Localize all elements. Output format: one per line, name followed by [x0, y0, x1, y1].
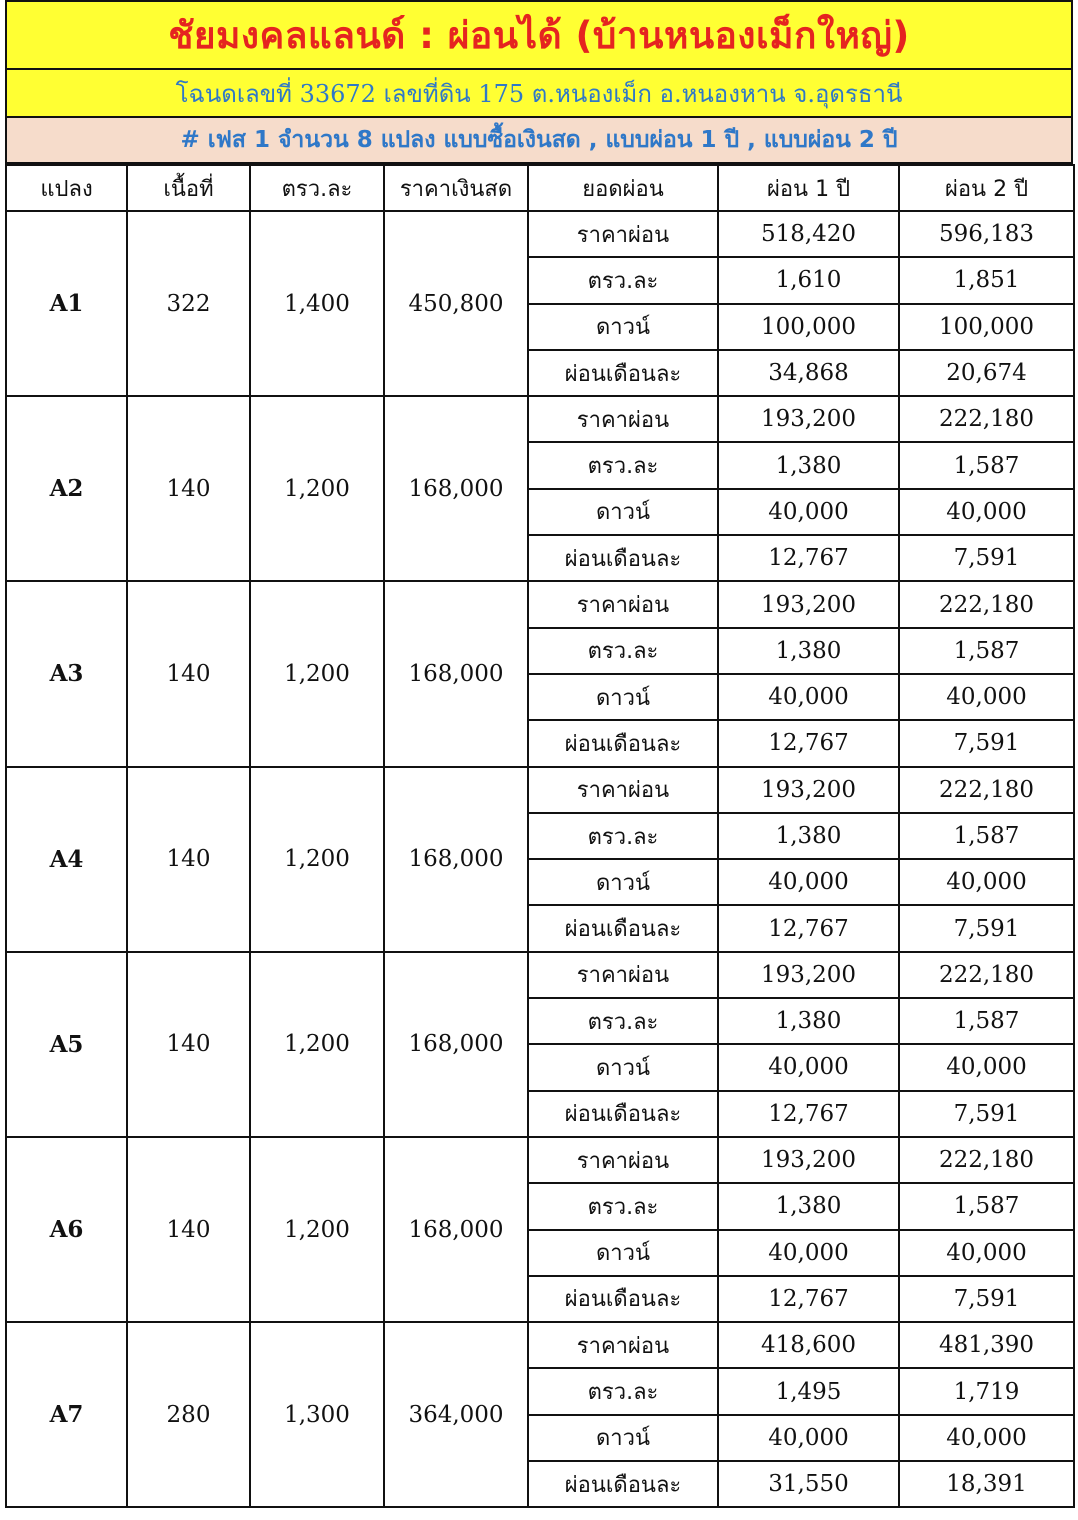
- header-area: เนื้อที่: [127, 165, 250, 211]
- installment-label-cell: ดาวน์: [528, 1415, 718, 1461]
- installment-label-cell: ดาวน์: [528, 674, 718, 720]
- two-year-cell: 40,000: [899, 674, 1074, 720]
- two-year-cell: 1,587: [899, 998, 1074, 1044]
- installment-label-cell: ผ่อนเดือนละ: [528, 905, 718, 951]
- two-year-cell: 1,587: [899, 442, 1074, 488]
- plot-cell: A6: [6, 1137, 127, 1322]
- one-year-cell: 193,200: [718, 581, 899, 627]
- cash-price-cell: 168,000: [384, 581, 528, 766]
- one-year-cell: 12,767: [718, 905, 899, 951]
- installment-label-cell: ผ่อนเดือนละ: [528, 350, 718, 396]
- installment-label-cell: ผ่อนเดือนละ: [528, 1091, 718, 1137]
- installment-label-cell: ราคาผ่อน: [528, 581, 718, 627]
- two-year-cell: 40,000: [899, 1044, 1074, 1090]
- one-year-cell: 518,420: [718, 211, 899, 257]
- cash-price-cell: 168,000: [384, 1137, 528, 1322]
- installment-label-cell: ตรว.ละ: [528, 813, 718, 859]
- table-row: [6, 767, 1074, 813]
- installment-label-cell: ดาวน์: [528, 489, 718, 535]
- table-body: [6, 211, 1074, 1507]
- table-row: [6, 581, 1074, 627]
- one-year-cell: 193,200: [718, 396, 899, 442]
- area-cell: 140: [127, 952, 250, 1137]
- header-cash-price: ราคาเงินสด: [384, 165, 528, 211]
- installment-label-cell: ราคาผ่อน: [528, 396, 718, 442]
- header-plot: แปลง: [6, 165, 127, 211]
- deed-info: โฉนดเลขที่ 33672 เลขที่ดิน 175 ต.หนองเม็ก อ.หนองหาน จ.อุดรธานี: [5, 70, 1073, 118]
- one-year-cell: 1,380: [718, 628, 899, 674]
- installment-label-cell: ผ่อนเดือนละ: [528, 720, 718, 766]
- price-per-sqw-cell: 1,300: [250, 1322, 384, 1507]
- one-year-cell: 12,767: [718, 1091, 899, 1137]
- one-year-cell: 1,495: [718, 1368, 899, 1414]
- price-per-sqw-cell: 1,200: [250, 396, 384, 581]
- one-year-cell: 40,000: [718, 1415, 899, 1461]
- area-cell: 140: [127, 767, 250, 952]
- table-row: [6, 396, 1074, 442]
- one-year-cell: 100,000: [718, 304, 899, 350]
- one-year-cell: 1,380: [718, 1183, 899, 1229]
- installment-label-cell: ตรว.ละ: [528, 998, 718, 1044]
- installment-label-cell: ดาวน์: [528, 1044, 718, 1090]
- two-year-cell: 1,587: [899, 1183, 1074, 1229]
- cash-price-cell: 450,800: [384, 211, 528, 396]
- installment-label-cell: ผ่อนเดือนละ: [528, 535, 718, 581]
- phase-info: # เฟส 1 จำนวน 8 แปลง แบบซื้อเงินสด , แบบผ่อน 1 ปี , แบบผ่อน 2 ปี: [5, 118, 1073, 164]
- price-per-sqw-cell: 1,200: [250, 581, 384, 766]
- area-cell: 280: [127, 1322, 250, 1507]
- cash-price-cell: 168,000: [384, 952, 528, 1137]
- one-year-cell: 193,200: [718, 952, 899, 998]
- installment-label-cell: ราคาผ่อน: [528, 767, 718, 813]
- one-year-cell: 40,000: [718, 674, 899, 720]
- table-row: [6, 1322, 1074, 1368]
- price-sheet: [5, 0, 1073, 1508]
- two-year-cell: 40,000: [899, 859, 1074, 905]
- price-per-sqw-cell: 1,400: [250, 211, 384, 396]
- area-cell: 140: [127, 581, 250, 766]
- one-year-cell: 1,380: [718, 442, 899, 488]
- cash-price-cell: 364,000: [384, 1322, 528, 1507]
- two-year-cell: 222,180: [899, 767, 1074, 813]
- two-year-cell: 1,851: [899, 257, 1074, 303]
- two-year-cell: 20,674: [899, 350, 1074, 396]
- two-year-cell: 18,391: [899, 1461, 1074, 1507]
- one-year-cell: 40,000: [718, 859, 899, 905]
- one-year-cell: 1,610: [718, 257, 899, 303]
- two-year-cell: 1,587: [899, 628, 1074, 674]
- price-per-sqw-cell: 1,200: [250, 952, 384, 1137]
- one-year-cell: 34,868: [718, 350, 899, 396]
- installment-label-cell: ตรว.ละ: [528, 257, 718, 303]
- one-year-cell: 40,000: [718, 1230, 899, 1276]
- table-row: [6, 1137, 1074, 1183]
- two-year-cell: 1,719: [899, 1368, 1074, 1414]
- header-two-year: ผ่อน 2 ปี: [899, 165, 1074, 211]
- one-year-cell: 40,000: [718, 1044, 899, 1090]
- plot-cell: A3: [6, 581, 127, 766]
- header-installment-item: ยอดผ่อน: [528, 165, 718, 211]
- plot-cell: A7: [6, 1322, 127, 1507]
- one-year-cell: 193,200: [718, 1137, 899, 1183]
- installment-label-cell: ตรว.ละ: [528, 628, 718, 674]
- one-year-cell: 40,000: [718, 489, 899, 535]
- installment-label-cell: ราคาผ่อน: [528, 211, 718, 257]
- installment-label-cell: ดาวน์: [528, 1230, 718, 1276]
- one-year-cell: 31,550: [718, 1461, 899, 1507]
- header-one-year: ผ่อน 1 ปี: [718, 165, 899, 211]
- installment-label-cell: ตรว.ละ: [528, 1183, 718, 1229]
- plot-cell: A1: [6, 211, 127, 396]
- table-row: [6, 952, 1074, 998]
- table-row: [6, 211, 1074, 257]
- one-year-cell: 418,600: [718, 1322, 899, 1368]
- plot-cell: A2: [6, 396, 127, 581]
- cash-price-cell: 168,000: [384, 396, 528, 581]
- two-year-cell: 1,587: [899, 813, 1074, 859]
- two-year-cell: 40,000: [899, 1415, 1074, 1461]
- header-price-per-sqw: ตรว.ละ: [250, 165, 384, 211]
- two-year-cell: 222,180: [899, 1137, 1074, 1183]
- installment-table: [5, 164, 1075, 1508]
- two-year-cell: 222,180: [899, 396, 1074, 442]
- price-per-sqw-cell: 1,200: [250, 1137, 384, 1322]
- two-year-cell: 481,390: [899, 1322, 1074, 1368]
- installment-label-cell: ดาวน์: [528, 859, 718, 905]
- area-cell: 140: [127, 396, 250, 581]
- installment-label-cell: ผ่อนเดือนละ: [528, 1276, 718, 1322]
- one-year-cell: 1,380: [718, 813, 899, 859]
- installment-label-cell: ผ่อนเดือนละ: [528, 1461, 718, 1507]
- two-year-cell: 40,000: [899, 1230, 1074, 1276]
- one-year-cell: 12,767: [718, 720, 899, 766]
- installment-label-cell: ราคาผ่อน: [528, 1137, 718, 1183]
- plot-cell: A5: [6, 952, 127, 1137]
- plot-cell: A4: [6, 767, 127, 952]
- installment-label-cell: ตรว.ละ: [528, 1368, 718, 1414]
- area-cell: 322: [127, 211, 250, 396]
- header-row: [6, 165, 1074, 211]
- page-title: ชัยมงคลแลนด์ : ผ่อนได้ (บ้านหนองเม็กใหญ่): [5, 0, 1073, 70]
- two-year-cell: 100,000: [899, 304, 1074, 350]
- cash-price-cell: 168,000: [384, 767, 528, 952]
- two-year-cell: 7,591: [899, 535, 1074, 581]
- two-year-cell: 7,591: [899, 1276, 1074, 1322]
- installment-label-cell: ตรว.ละ: [528, 442, 718, 488]
- two-year-cell: 222,180: [899, 581, 1074, 627]
- price-per-sqw-cell: 1,200: [250, 767, 384, 952]
- one-year-cell: 1,380: [718, 998, 899, 1044]
- one-year-cell: 12,767: [718, 535, 899, 581]
- one-year-cell: 193,200: [718, 767, 899, 813]
- area-cell: 140: [127, 1137, 250, 1322]
- installment-label-cell: ราคาผ่อน: [528, 1322, 718, 1368]
- two-year-cell: 7,591: [899, 905, 1074, 951]
- two-year-cell: 7,591: [899, 1091, 1074, 1137]
- two-year-cell: 596,183: [899, 211, 1074, 257]
- one-year-cell: 12,767: [718, 1276, 899, 1322]
- two-year-cell: 7,591: [899, 720, 1074, 766]
- two-year-cell: 40,000: [899, 489, 1074, 535]
- two-year-cell: 222,180: [899, 952, 1074, 998]
- installment-label-cell: ดาวน์: [528, 304, 718, 350]
- installment-label-cell: ราคาผ่อน: [528, 952, 718, 998]
